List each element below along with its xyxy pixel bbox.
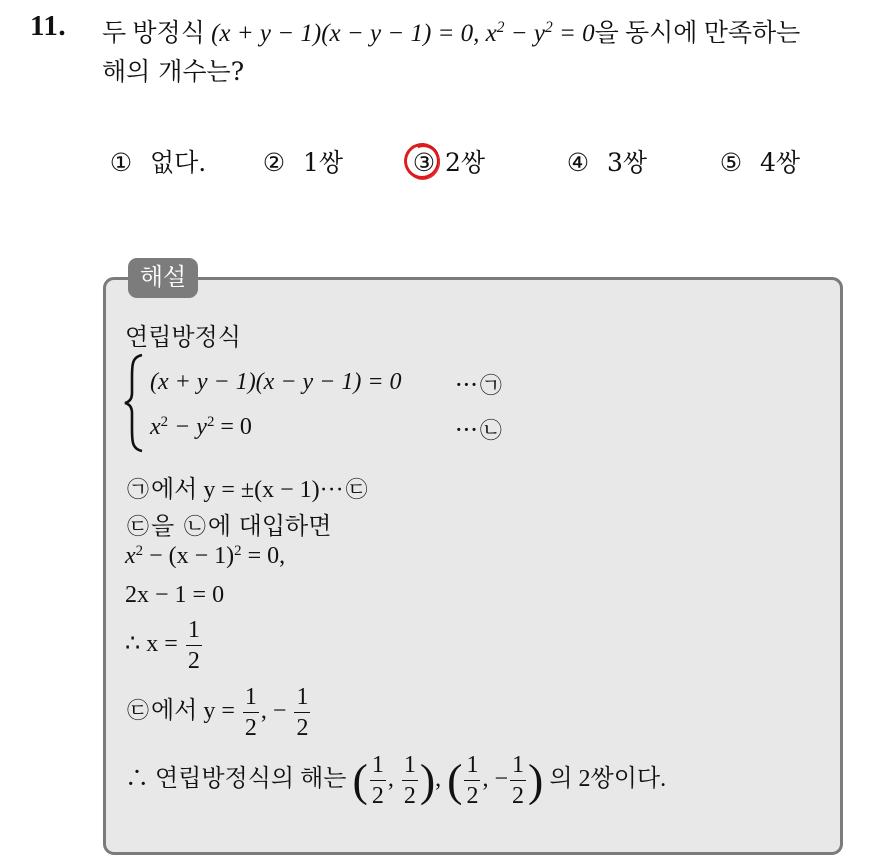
- question-number: 11.: [30, 10, 67, 42]
- choice-4-mark: ④: [566, 148, 590, 177]
- selected-circle-stroke: [400, 139, 446, 185]
- fraction-half: $\frac{1}{2}$: [187, 617, 200, 674]
- solution-final: ∴ 연립방정식의 해는 ( $\frac{1}{2}$ , $\frac{1}{2}$ ), ( $\frac{1}{2}$ , − $\frac{1}{2}$ ) 의 2쌍이다.: [125, 752, 667, 809]
- question-text-line1: [102, 13, 800, 49]
- system-equation-a: (x + y − 1)(x − y − 1) = 0: [150, 369, 402, 395]
- equation-tag-b: ···㉡: [455, 416, 502, 444]
- fraction-half: $\frac{1}{2}$: [466, 752, 479, 809]
- solution-step-6: ㉢에서 y = $\frac{1}{2}$ , − $\frac{1}{2}$: [126, 684, 309, 741]
- choice-3-label: 2쌍: [444, 148, 486, 177]
- fraction-half: $\frac{1}{2}$: [403, 752, 416, 809]
- choice-2-mark: ②: [262, 148, 286, 177]
- equation-2: $x^2 - y^2 = 0$: [485, 19, 595, 47]
- solution-step-4: 2x − 1 = 0: [125, 582, 225, 608]
- solution-step-2: ㉢을 ㉡에 대입하면: [126, 512, 332, 540]
- choice-4-label: 3쌍: [606, 148, 648, 177]
- choice-2[interactable]: [261, 143, 343, 179]
- fraction-half: $\frac{1}{2}$: [296, 684, 309, 741]
- question-prefix: 두 방정식: [102, 20, 205, 47]
- choice-5-mark: ⑤: [719, 148, 743, 177]
- fraction-half: $\frac{1}{2}$: [371, 752, 384, 809]
- choice-3[interactable]: [411, 143, 485, 179]
- solution-system-title: 연립방정식: [125, 323, 241, 351]
- equation-1: (x + y − 1)(x − y − 1) = 0,: [211, 20, 480, 47]
- choice-4[interactable]: [565, 143, 647, 179]
- solution-step-3: $x^2 - (x - 1)^2 = 0$,: [125, 542, 286, 569]
- choice-1[interactable]: [108, 143, 206, 179]
- choice-3-mark: ③: [411, 148, 437, 177]
- choice-5[interactable]: [718, 143, 800, 179]
- solution-step-1: ㉠에서 y = ±(x − 1)···㉢: [126, 477, 368, 503]
- fraction-half: $\frac{1}{2}$: [244, 684, 257, 741]
- system-equation-b: $x^2 - y^2 = 0$: [150, 413, 252, 440]
- solution-tab-label: 해설: [128, 258, 198, 298]
- question-text-line2: 해의 개수는?: [102, 57, 245, 86]
- choice-2-label: 1쌍: [302, 148, 344, 177]
- system-brace: [122, 353, 146, 453]
- question-suffix: 을 동시에 만족하는: [594, 20, 801, 47]
- solution-step-5: ∴ x = $\frac{1}{2}$: [125, 617, 200, 674]
- choice-1-mark: ①: [109, 148, 133, 177]
- choice-5-label: 4쌍: [759, 148, 801, 177]
- equation-tag-a: ···㉠: [455, 371, 502, 399]
- fraction-half: $\frac{1}{2}$: [512, 752, 525, 809]
- choice-1-label: 없다.: [149, 148, 207, 177]
